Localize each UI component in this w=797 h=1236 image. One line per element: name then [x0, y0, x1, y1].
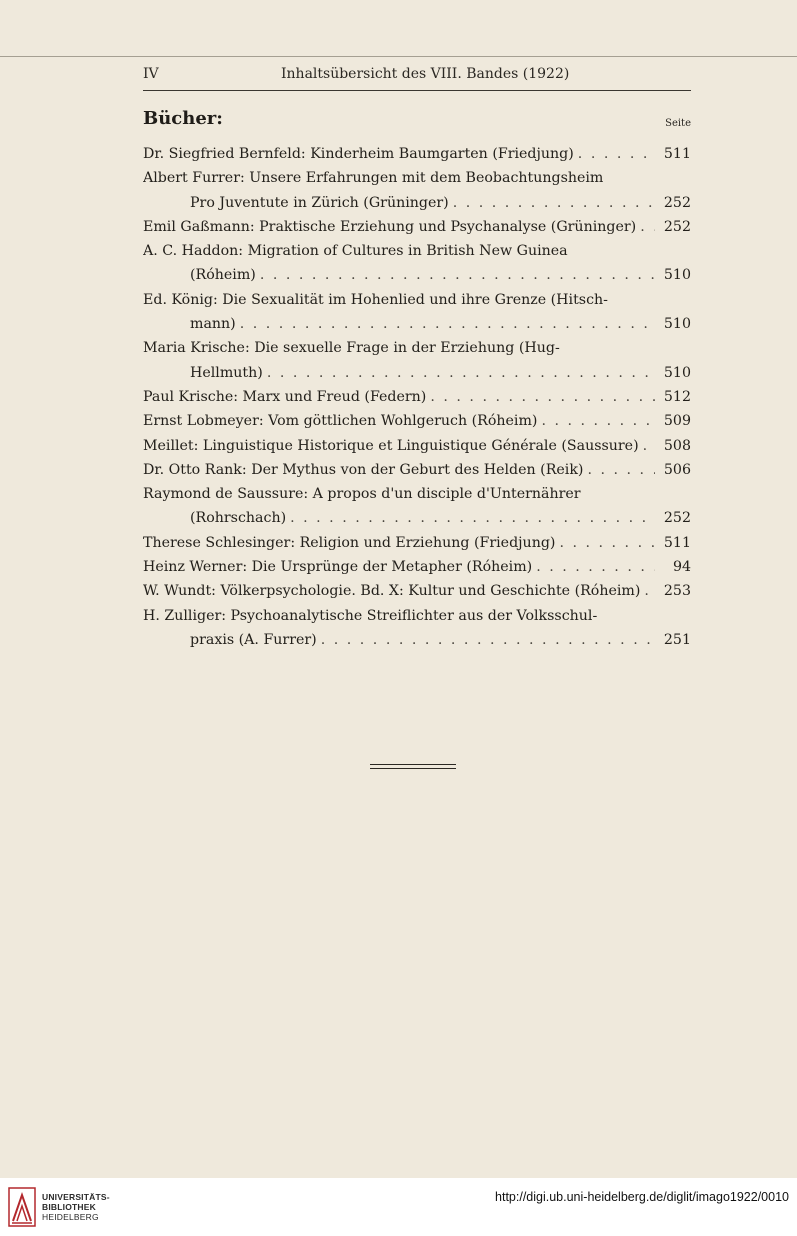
entry-text: Dr. Siegfried Bernfeld: Kinderheim Baumgarten (Friedjung) — [143, 146, 574, 162]
book-entry — [143, 288, 691, 337]
book-list — [143, 142, 691, 652]
entry-text: (Róheim) — [190, 267, 256, 284]
dot-leader — [643, 434, 655, 458]
header-rule — [143, 90, 691, 91]
book-entry — [143, 482, 691, 531]
entry-continuation-line — [143, 191, 691, 215]
entry-text: Raymond de Saussure: A propos d'un disciple d'Unternährer — [143, 486, 581, 503]
entry-line — [143, 579, 691, 603]
dot-leader — [290, 506, 655, 530]
entry-page-number: 251 — [663, 631, 691, 648]
book-entry — [143, 239, 691, 288]
running-header — [143, 66, 691, 86]
entry-page-number: 508 — [663, 437, 691, 454]
dot-leader — [260, 263, 655, 287]
entry-line — [143, 239, 691, 263]
entry-page-number: 512 — [663, 388, 691, 405]
book-entry — [143, 531, 691, 555]
entry-line — [143, 215, 691, 239]
book-entry — [143, 166, 691, 215]
entry-continuation-line — [143, 628, 691, 652]
entry-continuation-line — [143, 263, 691, 287]
entry-text: Emil Gaßmann: Praktische Erziehung und Psychanalyse (Grüninger) — [143, 218, 637, 235]
page-column-label: Seite — [665, 118, 691, 129]
library-name-line: BIBLIOTHEK — [42, 1202, 96, 1212]
book-entry — [143, 604, 691, 653]
entry-page-number: 510 — [663, 267, 691, 284]
entry-continuation-line — [143, 361, 691, 385]
entry-line — [143, 166, 691, 190]
entry-page-number: 511 — [663, 534, 691, 551]
entry-text: Ernst Lobmeyer: Vom göttlichen Wohlgeruch (Róheim) — [143, 413, 538, 430]
header-page-number: IV — [143, 66, 159, 82]
entry-text: mann) — [190, 316, 236, 333]
entry-page-number: 511 — [663, 146, 691, 162]
dot-leader — [321, 628, 655, 652]
header-title: Inhaltsübersicht des VIII. Bandes (1922) — [281, 66, 570, 82]
page-top-edge — [0, 56, 797, 57]
dot-leader — [430, 385, 655, 409]
entry-page-number: 509 — [663, 413, 691, 430]
entry-line — [143, 409, 691, 433]
entry-line — [143, 604, 691, 628]
entry-page-number: 94 — [672, 559, 691, 576]
entry-text: A. C. Haddon: Migration of Cultures in British New Guinea — [143, 243, 568, 260]
dot-leader — [453, 191, 655, 215]
dot-leader — [587, 458, 655, 482]
entry-text: Meillet: Linguistique Historique et Linguistique Générale (Saussure) — [143, 437, 639, 454]
entry-line — [143, 482, 691, 506]
entry-text: Pro Juventute in Zürich (Grüninger) — [190, 194, 449, 211]
entry-page-number: 253 — [663, 583, 691, 600]
entry-text: Dr. Otto Rank: Der Mythus von der Geburt des Helden (Reik) — [143, 461, 584, 478]
book-entry — [143, 142, 691, 166]
book-entry — [143, 579, 691, 603]
entry-continuation-line — [143, 312, 691, 336]
entry-text: Albert Furrer: Unsere Erfahrungen mit dem Beobachtungsheim — [143, 170, 604, 187]
entry-text: H. Zulliger: Psychoanalytische Streiflichter aus der Volksschul- — [143, 607, 598, 624]
dot-leader — [559, 531, 655, 555]
library-name — [42, 1192, 110, 1222]
dot-leader — [640, 215, 655, 239]
dot-leader — [240, 312, 655, 336]
source-url-link[interactable]: http://digi.ub.uni-heidelberg.de/diglit/imago1922/0010 — [495, 1190, 789, 1204]
entry-text: Ed. König: Die Sexualität im Hohenlied und ihre Grenze (Hitsch- — [143, 291, 608, 308]
closing-ornament-rule — [370, 764, 456, 772]
entry-text: Hellmuth) — [190, 364, 263, 381]
footer-bar — [0, 1178, 797, 1236]
section-title: Bücher: — [143, 108, 223, 129]
library-name-line: UNIVERSITÄTS- — [42, 1192, 110, 1202]
entry-line — [143, 531, 691, 555]
book-entry — [143, 409, 691, 433]
entry-page-number: 506 — [663, 461, 691, 478]
dot-leader — [578, 142, 655, 166]
book-entry — [143, 215, 691, 239]
book-entry — [143, 458, 691, 482]
dot-leader — [541, 409, 655, 433]
entry-text: praxis (A. Furrer) — [190, 631, 317, 648]
entry-text: Heinz Werner: Die Ursprünge der Metapher (Róheim) — [143, 559, 533, 576]
entry-page-number: 510 — [663, 364, 691, 381]
book-entry — [143, 555, 691, 579]
book-entry — [143, 336, 691, 385]
book-entry — [143, 434, 691, 458]
entry-line — [143, 336, 691, 360]
entry-text: Maria Krische: Die sexuelle Frage in der Erziehung (Hug- — [143, 340, 560, 357]
entry-page-number: 252 — [663, 218, 691, 235]
entry-text: Paul Krische: Marx und Freud (Federn) — [143, 388, 427, 405]
library-name-line: HEIDELBERG — [42, 1212, 99, 1222]
entry-line — [143, 385, 691, 409]
entry-page-number: 252 — [663, 510, 691, 527]
entry-page-number: 510 — [663, 316, 691, 333]
entry-line — [143, 434, 691, 458]
dot-leader — [536, 555, 655, 579]
entry-page-number: 252 — [663, 194, 691, 211]
entry-line — [143, 142, 691, 166]
entry-continuation-line — [143, 506, 691, 530]
entry-text: (Rohrschach) — [190, 510, 287, 527]
dot-leader — [267, 361, 655, 385]
book-entry — [143, 385, 691, 409]
dot-leader — [644, 579, 655, 603]
library-logo-icon — [8, 1187, 36, 1227]
entry-text: W. Wundt: Völkerpsychologie. Bd. X: Kultur und Geschichte (Róheim) — [143, 583, 641, 600]
entry-line — [143, 288, 691, 312]
entry-text: Therese Schlesinger: Religion und Erziehung (Friedjung) — [143, 534, 556, 551]
entry-line — [143, 458, 691, 482]
entry-line — [143, 555, 691, 579]
